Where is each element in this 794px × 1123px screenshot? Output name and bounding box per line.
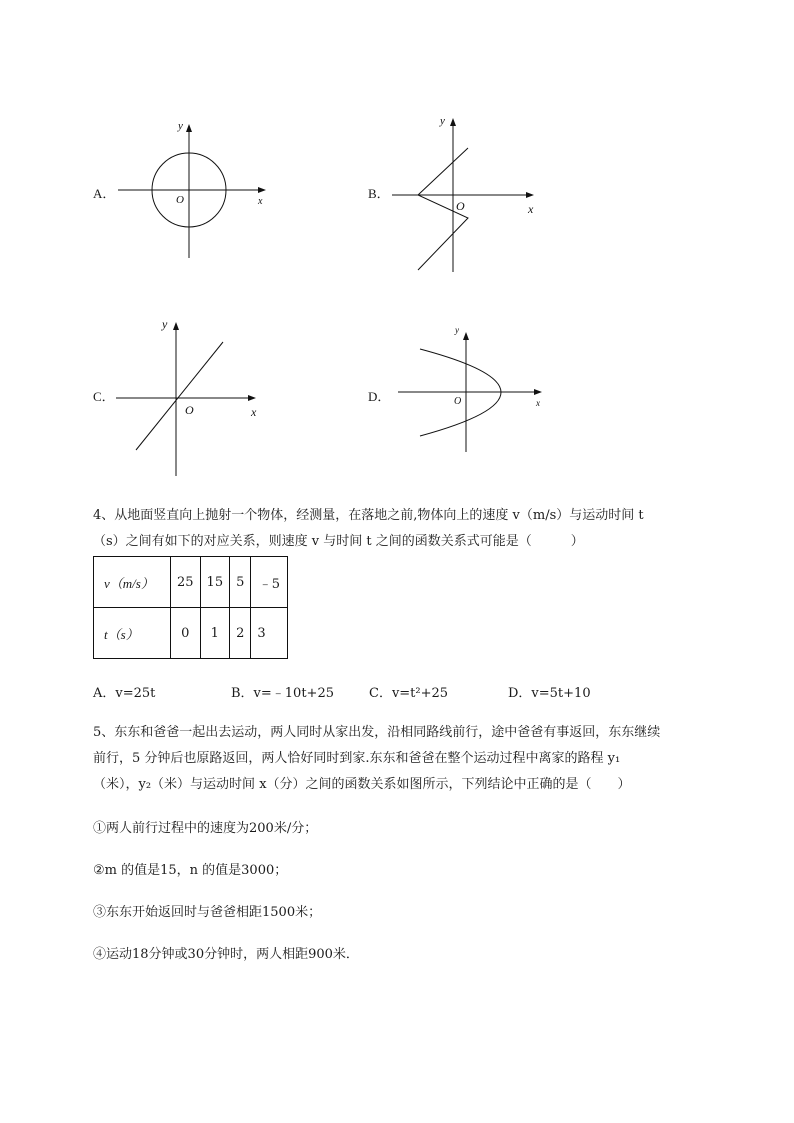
graph-d-x-label: x [536,398,540,408]
table-row [94,557,288,608]
table-row-head: t（s） [94,608,171,659]
graph-b-origin: O [456,199,465,213]
table-row [94,608,288,659]
q5-statement-3: ③东东开始返回时与爸爸相距1500米； [93,905,322,920]
q5-text-line1: 5、东东和爸爸一起出去运动，两人同时从家出发，沿相同路线前行，途中爸爸有事返回，东东继续 [93,725,661,740]
graph-d-origin: O [454,396,462,407]
option-c-label: C． [93,389,115,404]
table-cell: 5 [230,557,251,608]
graph-a-x-label: x [258,196,263,207]
q4-text-line2: （s）之间有如下的对应关系，则速度 v 与时间 t 之间的函数关系式可能是（ ） [93,534,584,549]
velocity-time-table [93,556,288,659]
q4-choice-d: D．v=5t+10 [508,686,591,701]
graph-c-origin: O [185,403,194,417]
q5-statement-4: ④运动18分钟或30分钟时，两人相距900米． [93,947,359,962]
graph-c-x-label: x [251,405,257,419]
q4-choice-b: B．v=﹣10t+25 [231,686,334,701]
table-cell: 3 [251,608,288,659]
graph-d-y-label: y [455,325,459,335]
graph-b-y-label: y [440,115,445,127]
q5-statement-2: ②m 的值是15，n 的值是3000； [93,863,288,878]
q5-text-line3: （米），y₂（米）与运动时间 x（分）之间的函数关系如图所示，下列结论中正确的是（ ） [93,777,631,792]
option-b-label: B． [368,186,390,201]
q4-text-line1: 4、从地面竖直向上抛射一个物体，经测量，在落地之前,物体向上的速度 v（m/s）与运动时间 t [93,508,644,523]
graph-a-origin: O [176,194,184,206]
table-row-head: v（m/s） [94,557,171,608]
table-cell: 15 [200,557,230,608]
table-cell: 0 [171,608,201,659]
graph-a-y-label: y [178,120,183,132]
graph-b-x-label: x [528,202,534,216]
table-cell: ﹣5 [251,557,288,608]
table-cell: 25 [171,557,201,608]
graph-d-parabola [0,0,794,500]
table-cell: 1 [200,608,230,659]
q4-choice-a: A．v=25t [93,686,156,701]
option-d-label: D． [368,389,391,404]
graph-c-y-label: y [162,317,168,331]
table-cell: 2 [230,608,251,659]
option-a-label: A． [93,186,116,201]
q4-choice-c: C．v=t²+25 [369,686,449,701]
q5-text-line2: 前行，5 分钟后也原路返回，两人恰好同时到家.东东和爸爸在整个运动过程中离家的路程 y₁ [93,751,621,766]
q5-statement-1: ①两人前行过程中的速度为200米/分； [93,821,318,836]
